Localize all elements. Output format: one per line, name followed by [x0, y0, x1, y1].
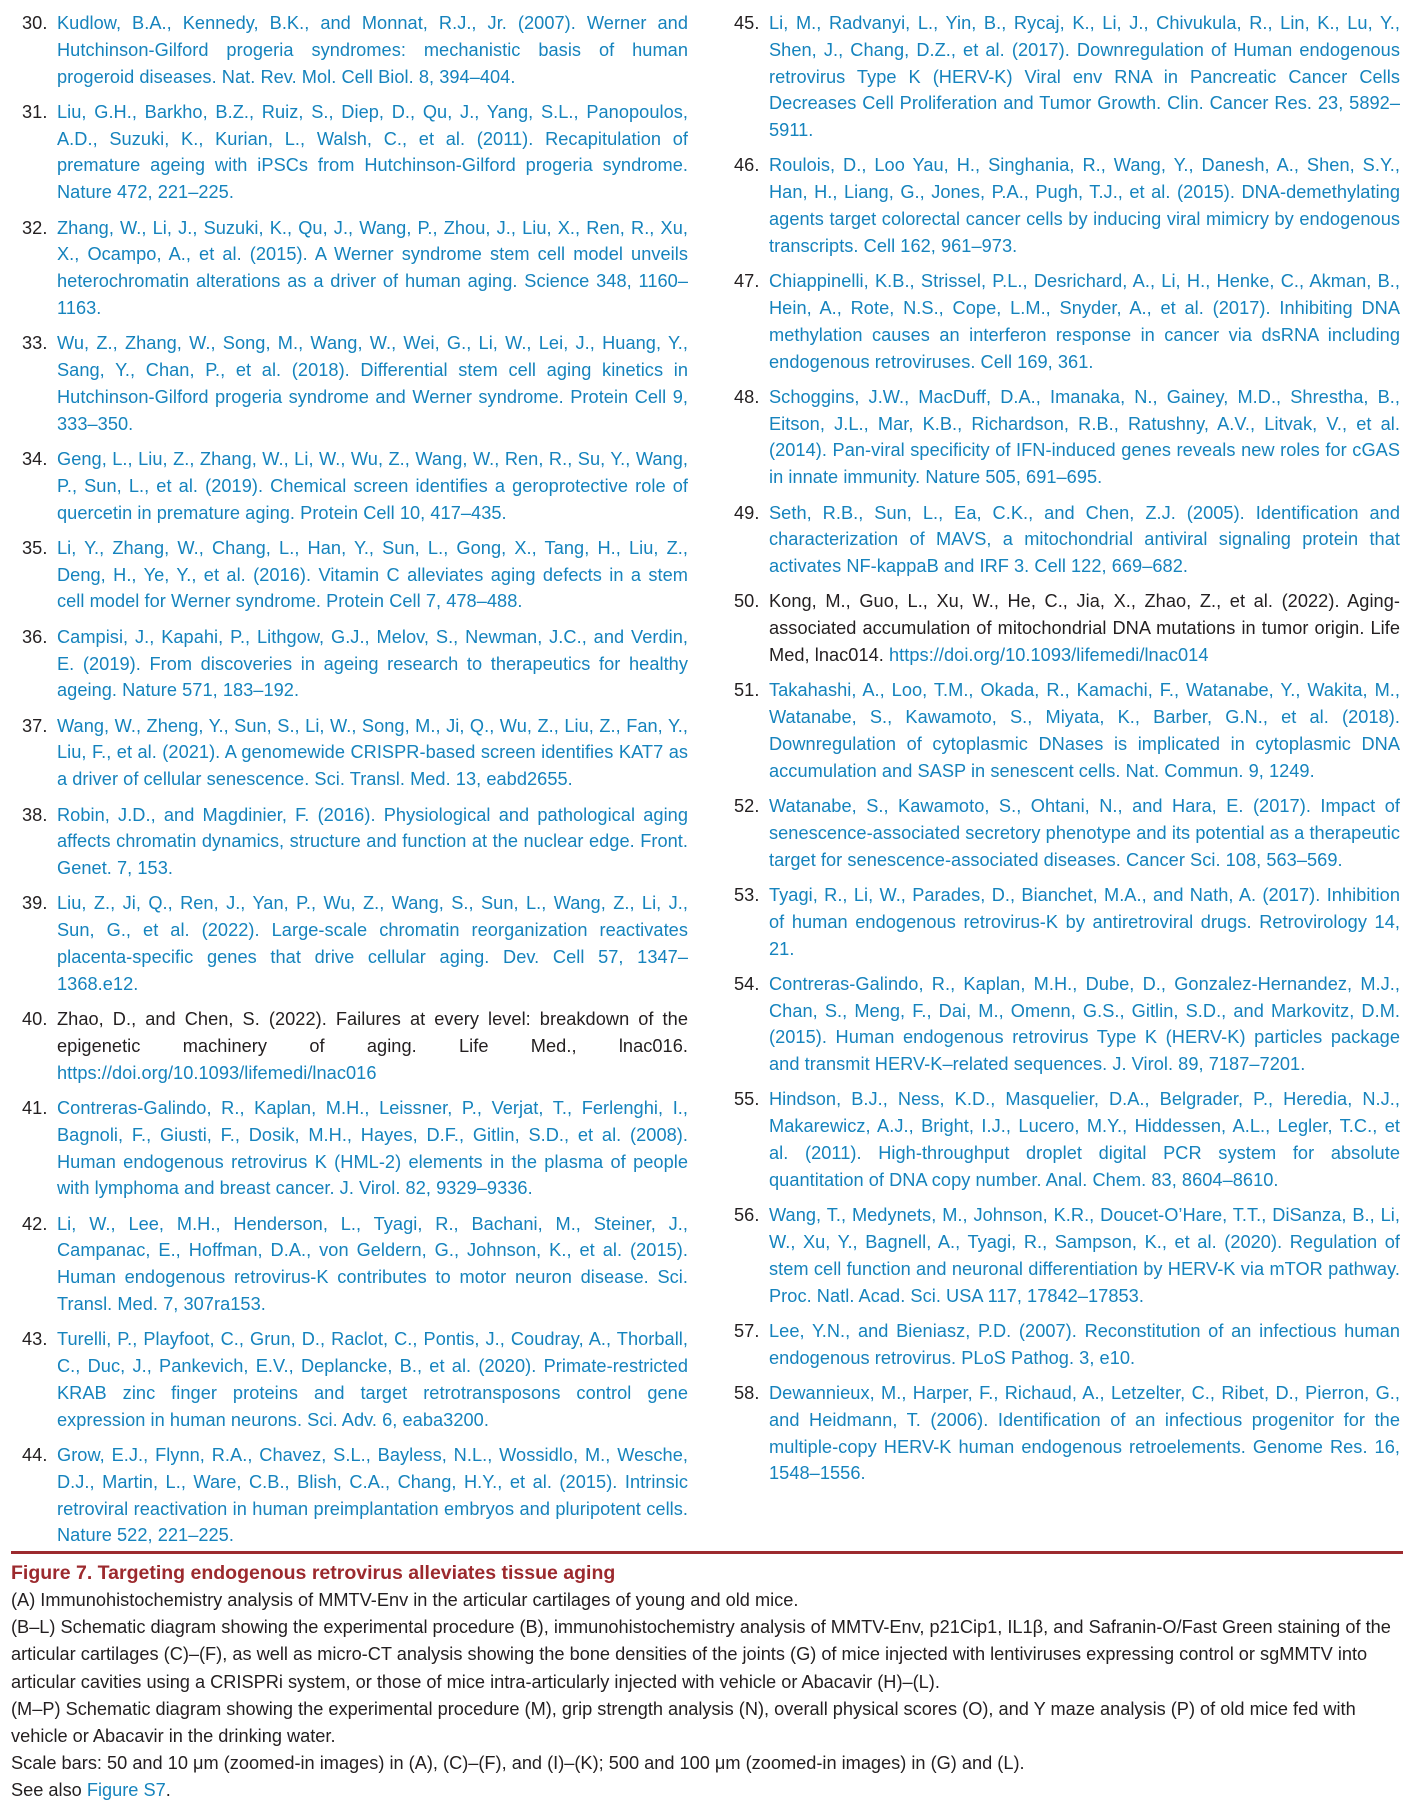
reference-citation: Schoggins, J.W., MacDuff, D.A., Imanaka, N., Gainey, M.D., Shrestha, B., Eitson, J.L., Mar, K.B., Richardson, R.B., Ratushny, A.V., Litvak, V., et al. (2014). Pan-viral specificity of IFN-induced genes reveals new roles for cGAS in innate immunity. Nature 505, 691–695. [769, 386, 1400, 488]
reference-item[interactable] [734, 882, 1400, 962]
reference-citation: Geng, L., Liu, Z., Zhang, W., Li, W., Wu, Z., Wang, W., Ren, R., Su, Y., Wang, P., Sun, L., et al. (2019). Chemical screen identifies a geroprotective role of quercetin in premature aging. Protein Cell 10, 417–435. [57, 448, 688, 523]
reference-number: 45. [734, 13, 760, 33]
reference-number: 56. [734, 1205, 760, 1226]
reference-number: 33. [22, 333, 48, 354]
reference-item[interactable] [22, 99, 688, 206]
reference-number: 31. [22, 101, 48, 122]
reference-item[interactable] [22, 713, 688, 793]
reference-text [57, 1006, 688, 1086]
reference-item[interactable] [22, 446, 688, 526]
reference-text [57, 1326, 688, 1433]
reference-citation: Seth, R.B., Sun, L., Ea, C.K., and Chen, Z.J. (2005). Identification and characterization of MAVS, a mitochondrial antiviral signaling protein that activates NF-kappaB and IRF 3. Cell 122, 669–682. [769, 502, 1400, 577]
caption-line-a: (A) Immunohistochemistry analysis of MMTV-Env in the articular cartilages of young and old mice. [11, 1590, 799, 1610]
reference-citation: Grow, E.J., Flynn, R.A., Chavez, S.L., Bayless, N.L., Wossidlo, M., Wesche, D.J., Martin, L., Ware, C.B., Blish, C.A., Chang, H.Y., et al. (2015). Intrinsic retroviral reactivation in human preimplantation embryos and pluripotent cells. Nature 522, 221–225. [57, 1445, 688, 1546]
reference-doi-link[interactable]: https://doi.org/10.1093/lifemedi/lnac016 [57, 1062, 377, 1083]
reference-citation: Zhao, D., and Chen, S. (2022). Failures at every level: breakdown of the epigenetic machinery of aging. Life Med., lnac016. [57, 1009, 688, 1056]
reference-item[interactable] [22, 215, 688, 322]
reference-text [769, 588, 1400, 668]
reference-citation: Kong, M., Guo, L., Xu, W., He, C., Jia, X., Zhao, Z., et al. (2022). Aging-associated accumulation of mitochondrial DNA mutations in tumor origin. Life Med, lnac014. [769, 591, 1400, 666]
reference-item[interactable] [734, 677, 1400, 784]
caption-line-m-p: (M–P) Schematic diagram showing the experimental procedure (M), grip strength analysis (N), overall physical scores (O), and Y maze analysis (P) of old mice fed with vehicle or Abacavir in the drinking water. [11, 1698, 1356, 1747]
reference-number: 48. [734, 386, 760, 407]
reference-item[interactable] [22, 802, 688, 882]
reference-citation: Campisi, J., Kapahi, P., Lithgow, G.J., Melov, S., Newman, J.C., and Verdin, E. (2019). From discoveries in ageing research to therapeutics for healthy ageing. Nature 571, 183–192. [57, 626, 688, 701]
reference-item[interactable] [734, 971, 1400, 1078]
reference-text [769, 10, 1400, 144]
reference-text [769, 1202, 1400, 1309]
reference-text [769, 1086, 1400, 1193]
reference-text [57, 802, 688, 882]
reference-number: 35. [22, 537, 48, 558]
references-right-column [734, 10, 1400, 1558]
reference-item[interactable] [22, 1211, 688, 1318]
reference-number: 38. [22, 804, 48, 825]
reference-text [57, 215, 688, 322]
reference-item[interactable] [22, 1095, 688, 1202]
reference-item[interactable] [734, 1380, 1400, 1487]
reference-citation: Chiappinelli, K.B., Strissel, P.L., Desrichard, A., Li, H., Henke, C., Akman, B., Hein, A., Rote, N.S., Cope, L.M., Snyder, A., et al. (2017). Inhibiting DNA methylation causes an interferon response in cancer via dsRNA including endogenous retroviruses. Cell 169, 361. [769, 271, 1400, 372]
reference-number: 57. [734, 1320, 760, 1341]
reference-text [769, 793, 1400, 873]
reference-citation: Contreras-Galindo, R., Kaplan, M.H., Dube, D., Gonzalez-Hernandez, M.J., Chan, S., Meng, F., Dai, M., Omenn, G.S., Gitlin, S.D., and Markovitz, D.M. (2015). Human endogenous retrovirus Type K (HERV-K) particles package and transmit HERV-K–related sequences. J. Virol. 89, 7187–7201. [769, 973, 1400, 1075]
reference-number: 53. [734, 884, 760, 905]
reference-citation: Watanabe, S., Kawamoto, S., Ohtani, N., and Hara, E. (2017). Impact of senescence-associated secretory phenotype and its potential as a therapeutic target for senescence-associated diseases. Cancer Sci. 108, 563–569. [769, 796, 1400, 870]
reference-number: 36. [22, 626, 48, 647]
reference-citation: Roulois, D., Loo Yau, H., Singhania, R., Wang, Y., Danesh, A., Shen, S.Y., Han, H., Liang, G., Jones, P.A., Pugh, T.J., et al. (2015). DNA-demethylating agents target colorectal cancer cells by inducing viral mimicry by endogenous transcripts. Cell 162, 961–973. [769, 155, 1400, 256]
see-also-suffix: . [165, 1780, 171, 1801]
reference-item[interactable] [22, 535, 688, 615]
reference-item[interactable] [734, 588, 1400, 668]
reference-number: 41. [22, 1097, 48, 1118]
reference-number: 52. [734, 796, 760, 817]
reference-citation: Li, M., Radvanyi, L., Yin, B., Rycaj, K., Li, J., Chivukula, R., Lin, K., Lu, Y., Shen, J., Chang, D.Z., et al. (2017). Downregulation of Human endogenous retrovirus Type K (HERV-K) Viral env RNA in Pancreatic Cancer Cells Decreases Cell Proliferation and Tumor Growth. Clin. Cancer Res. 23, 5892–5911. [769, 13, 1400, 141]
reference-text [57, 713, 688, 793]
reference-number: 44. [22, 1445, 48, 1466]
reference-text [769, 268, 1400, 375]
reference-citation: Hindson, B.J., Ness, K.D., Masquelier, D.A., Belgrader, P., Heredia, N.J., Makarewicz, A.J., Bright, I.J., Lucero, M.Y., Hiddessen, A.L., Legler, T.C., et al. (2011). High-throughput droplet digital PCR system for absolute quantitation of DNA copy number. Anal. Chem. 83, 8604–8610. [769, 1089, 1400, 1190]
reference-item[interactable] [22, 1006, 688, 1086]
reference-item[interactable] [734, 384, 1400, 491]
reference-citation: Zhang, W., Li, J., Suzuki, K., Qu, J., Wang, P., Zhou, J., Liu, X., Ren, R., Xu, X., Ocampo, A., et al. (2015). A Werner syndrome stem cell model unveils heterochromatin alterations as a driver of human aging. Science 348, 1160–1163. [57, 217, 688, 318]
reference-number: 47. [734, 271, 760, 292]
reference-item[interactable] [22, 1326, 688, 1433]
reference-citation: Wang, W., Zheng, Y., Sun, S., Li, W., Song, M., Ji, Q., Wu, Z., Liu, Z., Fan, Y., Liu, F., et al. (2021). A genomewide CRISPR-based screen identifies KAT7 as a driver of cellular senescence. Sci. Transl. Med. 13, eabd2655. [57, 715, 688, 790]
caption-line-b-l: (B–L) Schematic diagram showing the experimental procedure (B), immunohistochemistry analysis of MMTV-Env, p21Cip1, IL1β, and Safranin-O/Fast Green staining of the articular cartilages (C)–(F), as well as micro-CT analysis showing the bone densities of the joints (G) of mice injected with lentiviruses expressing control or sgMMTV into articular cavities using a CRISPRi system, or those of mice intra-articularly injected with vehicle or Abacavir (H)–(L). [11, 1617, 1391, 1692]
reference-item[interactable] [734, 1318, 1400, 1372]
reference-number: 49. [734, 502, 760, 523]
reference-item[interactable] [734, 268, 1400, 375]
reference-text [769, 384, 1400, 491]
reference-number: 34. [22, 448, 48, 469]
reference-number: 51. [734, 680, 760, 701]
reference-text [57, 330, 688, 437]
reference-item[interactable] [22, 10, 688, 90]
reference-text [57, 99, 688, 206]
figure-caption [11, 1551, 1403, 1805]
reference-citation: Li, W., Lee, M.H., Henderson, L., Tyagi, R., Bachani, M., Steiner, J., Campanac, E., Hoffman, D.A., von Geldern, G., Johnson, K., et al. (2015). Human endogenous retrovirus-K contributes to motor neuron disease. Sci. Transl. Med. 7, 307ra153. [57, 1213, 688, 1315]
reference-citation: Kudlow, B.A., Kennedy, B.K., and Monnat, R.J., Jr. (2007). Werner and Hutchinson-Gilford progeria syndromes: mechanistic basis of human progeroid diseases. Nat. Rev. Mol. Cell Biol. 8, 394–404. [57, 13, 688, 87]
see-also-prefix: See also [11, 1780, 87, 1801]
reference-citation: Robin, J.D., and Magdinier, F. (2016). Physiological and pathological aging affects chromatin dynamics, structure and function at the nuclear edge. Front. Genet. 7, 153. [57, 804, 688, 879]
reference-item[interactable] [22, 330, 688, 437]
reference-item[interactable] [22, 624, 688, 704]
reference-citation: Takahashi, A., Loo, T.M., Okada, R., Kamachi, F., Watanabe, Y., Wakita, M., Watanabe, S., Kawamoto, S., Miyata, K., Barber, G.N., et al. (2018). Downregulation of cytoplasmic DNases is implicated in cytoplasmic DNA accumulation and SASP in senescent cells. Nat. Commun. 9, 1249. [769, 680, 1400, 781]
reference-text [769, 1380, 1400, 1487]
reference-text [57, 446, 688, 526]
reference-number: 46. [734, 155, 760, 176]
reference-citation: Lee, Y.N., and Bieniasz, P.D. (2007). Reconstitution of an infectious human endogenous retrovirus. PLoS Pathog. 3, e10. [769, 1320, 1400, 1368]
reference-text [57, 535, 688, 615]
reference-text [57, 624, 688, 704]
reference-item[interactable] [734, 1086, 1400, 1193]
references-section [22, 10, 1400, 1558]
reference-number: 43. [22, 1329, 48, 1350]
reference-item[interactable] [22, 890, 688, 997]
reference-citation: Wu, Z., Zhang, W., Song, M., Wang, W., Wei, G., Li, W., Lei, J., Huang, Y., Sang, Y., Chan, P., et al. (2018). Differential stem cell aging kinetics in Hutchinson-Gilford progeria syndrome and Werner syndrome. Protein Cell 9, 333–350. [57, 333, 688, 434]
reference-citation: Li, Y., Zhang, W., Chang, L., Han, Y., Sun, L., Gong, X., Tang, H., Liu, Z., Deng, H., Ye, Y., et al. (2016). Vitamin C alleviates aging defects in a stem cell model for Werner syndrome. Protein Cell 7, 478–488. [57, 537, 688, 612]
reference-number: 40. [22, 1009, 48, 1030]
reference-text [769, 971, 1400, 1078]
reference-citation: Wang, T., Medynets, M., Johnson, K.R., Doucet-O’Hare, T.T., DiSanza, B., Li, W., Xu, Y., Bagnell, A., Tyagi, R., Sampson, K., et al. (2020). Regulation of stem cell function and neuronal differentiation by HERV-K via mTOR pathway. Proc. Natl. Acad. Sci. USA 117, 17842–17853. [769, 1205, 1400, 1306]
reference-citation: Liu, Z., Ji, Q., Ren, J., Yan, P., Wu, Z., Wang, S., Sun, L., Wang, Z., Li, J., Sun, G., et al. (2022). Large-scale chromatin reorganization reactivates placenta-specific genes that drive cellular aging. Dev. Cell 57, 1347–1368.e12. [57, 893, 688, 994]
reference-citation: Liu, G.H., Barkho, B.Z., Ruiz, S., Diep, D., Qu, J., Yang, S.L., Panopoulos, A.D., Suzuki, K., Kurian, L., Walsh, C., et al. (2011). Recapitulation of premature ageing with iPSCs from Hutchinson-Gilford progeria syndrome. Nature 472, 221–225. [57, 101, 688, 203]
reference-item[interactable] [734, 10, 1400, 144]
reference-number: 58. [734, 1382, 760, 1403]
caption-see-also [11, 1777, 1403, 1804]
reference-citation: Tyagi, R., Li, W., Parades, D., Bianchet, M.A., and Nath, A. (2017). Inhibition of human endogenous retrovirus-K by antiretroviral drugs. Retrovirology 14, 21. [769, 884, 1400, 959]
reference-doi-link[interactable]: https://doi.org/10.1093/lifemedi/lnac014 [889, 645, 1209, 666]
reference-citation: Dewannieux, M., Harper, F., Richaud, A., Letzelter, C., Ribet, D., Pierron, G., and Heidmann, T. (2006). Identification of an infectious progenitor for the multiple-copy HERV-K human endogenous retroelements. Genome Res. 16, 1548–1556. [769, 1382, 1400, 1484]
figure-s7-link[interactable]: Figure S7 [86, 1780, 166, 1801]
reference-number: 54. [734, 973, 760, 994]
references-left-column [22, 10, 688, 1558]
reference-item[interactable] [734, 152, 1400, 259]
reference-number: 55. [734, 1089, 760, 1110]
reference-citation: Turelli, P., Playfoot, C., Grun, D., Raclot, C., Pontis, J., Coudray, A., Thorball, C., Duc, J., Pankevich, E.V., Deplancke, B., et al. (2020). Primate-restricted KRAB zinc finger proteins and target retrotransposons control gene expression in human neurons. Sci. Adv. 6, eaba3200. [57, 1329, 688, 1430]
reference-item[interactable] [734, 1202, 1400, 1309]
reference-text [769, 1318, 1400, 1372]
caption-scale-bars: Scale bars: 50 and 10 μm (zoomed-in images) in (A), (C)–(F), and (I)–(K); 500 and 100 μm (zoomed-in images) in (G) and (L). [11, 1753, 1025, 1774]
reference-text [57, 890, 688, 997]
reference-text [769, 152, 1400, 259]
reference-item[interactable] [22, 1442, 688, 1549]
reference-number: 32. [22, 217, 48, 238]
reference-citation: Contreras-Galindo, R., Kaplan, M.H., Leissner, P., Verjat, T., Ferlenghi, I., Bagnoli, F., Giusti, F., Dosik, M.H., Hayes, D.F., Gitlin, S.D., et al. (2008). Human endogenous retrovirus K (HML-2) elements in the plasma of people with lymphoma and breast cancer. J. Virol. 82, 9329–9336. [57, 1097, 688, 1199]
reference-number: 37. [22, 715, 48, 736]
reference-text [57, 1095, 688, 1202]
reference-text [769, 882, 1400, 962]
reference-number: 30. [22, 13, 48, 33]
reference-text [57, 10, 688, 90]
reference-text [769, 677, 1400, 784]
reference-text [57, 1211, 688, 1318]
figure-caption-title: Figure 7. Targeting endogenous retrovirus alleviates tissue aging [11, 1562, 616, 1584]
reference-text [57, 1442, 688, 1549]
reference-item[interactable] [734, 793, 1400, 873]
reference-number: 39. [22, 893, 48, 914]
reference-item[interactable] [734, 500, 1400, 580]
reference-number: 42. [22, 1213, 48, 1234]
reference-number: 50. [734, 591, 760, 612]
reference-text [769, 500, 1400, 580]
